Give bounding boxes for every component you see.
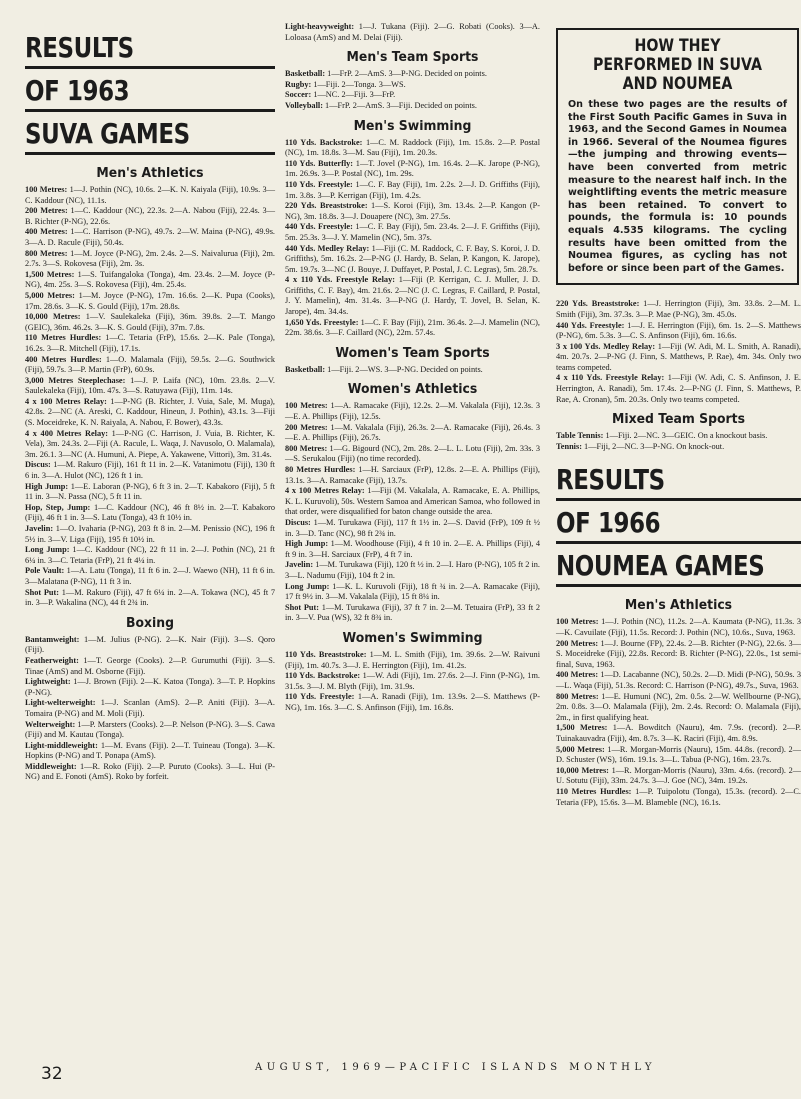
event-name: 100 Metres: [285,401,328,411]
result-entry [285,518,540,539]
result-entry [556,766,801,787]
result-entry [25,185,275,206]
event-name: 400 Metres: [556,670,599,680]
event-result: 1—Fiji (W. Adi, C. S. Anfinson, J. E. Herrington, A. Ranadi), 5m. 17.4s. 2—P-NG (J. Finn, S. Matthews, P. Rae, A. Cronan), 5m. 20.3s. Only two teams competed. [556,373,801,404]
event-name: 1,650 Yds. Freestyle: [285,317,359,327]
result-entry [556,373,801,405]
event-name: 200 Metres: [25,206,68,216]
event-result: 1—M. Rakuro (Fiji), 161 ft 11 in. 2—K. Vatanimotu (Fiji), 130 ft 6 in. 3—A. Hulot (NC), 126 ft 1 in. [25,460,275,481]
event-result: 1—FrP. 2—AmS. 3—Fiji. Decided on points. [322,100,477,110]
event-result: 1—Fiji, 2—NC. 3—P-NG. On knock-out. [581,441,725,451]
event-result: 1—S. Koroi (Fiji), 3m. 13.4s. 2—P. Kangon (P-NG), 3m. 18.8s. 3—J. Douapere (NC), 3m. 27.5s. [285,201,540,221]
event-name: 110 Yds. Butterfly: [285,158,354,168]
result-entry [25,720,275,741]
event-result: 1—O. Ivaharia (P-NG), 203 ft 8 in. 2—M. Penissio (NC), 196 ft 5½ in. 3—V. Liga (Fiji), 195 ft 10½ in. [25,524,275,544]
result-entry [25,355,275,376]
event-name: 110 Yds. Backstroke: [285,137,363,147]
event-result: 1—Fiji (P. Kerrigan, C. J. Muller, J. D. Griffiths, C. F. Bay), 4m. 21.6s. 2—NC (J. C. Legras, F. Caillard, P. Postal, J. Y. Mamelin), 4m. 31.4s. 3—P-NG (J. Hardy, T. Jovel, B. Selan, K. Jarope), 4m. 34.4s. [285,275,540,317]
result-entry [556,431,801,442]
event-name: 800 Metres: [285,443,328,453]
result-entry [285,90,540,101]
result-entry [285,365,540,376]
event-result: 1—Fiji. 2—WS. 3—P-NG. Decided on points. [325,364,483,374]
result-entry [556,670,801,691]
event-result: 1—W. Adi (Fiji), 1m. 27.6s. 2—J. Finn (P-NG), 1m. 31.5s. 3—J. M. Blyth (Fiji), 1m. 31.9s. [285,671,540,691]
event-name: 110 Metres Hurdles: [556,786,632,796]
event-result: 1—R. Roko (Fiji). 2—P. Puruto (Cooks). 3—L. Hui (P-NG) and E. Fonoti (AmS). Roko by forfeit. [25,761,275,782]
event-name: Basketball: [285,364,326,374]
section [285,345,540,376]
event-result: 1—T. Jovel (P-NG), 1m. 16.4s. 2—K. Jarope (P-NG), 1m. 26.9s. 3—P. Postal (NC), 1m. 29s. [285,158,540,179]
event-result: 1—J. Scanlan (AmS). 2—P. Aniti (Fiji). 3—A. Tomaira (P-NG) and M. Moli (Fiji). [25,698,275,718]
event-name: 4 x 110 Yds. Freestyle Relay: [556,373,665,383]
result-entry [25,227,275,248]
event-result: 1—R. Morgan-Morris (Nauru), 33m. 4.6s. (record). 2—U. Sotutu (Fiji), 33m. 24.7s. 3—J. Goe (NC), 34m. 19.2s. [556,765,801,786]
event-result: 1—M. Rakuro (Fiji), 47 ft 6¼ in. 2—A. Tokawa (NC), 45 ft 7 in. 3—P. Wakalina (NC), 44 ft 2¾ in. [25,587,275,608]
result-entry [285,275,540,317]
result-entry [285,159,540,180]
event-name: 4 x 110 Yds. Freestyle Relay: [285,275,395,285]
event-result: 1—Fiji. 2—NC. 3—GEIC. On a knockout basis. [603,431,768,441]
event-name: Javelin: [285,560,314,570]
event-result: 1—C. Harrison (P-NG), 49.7s. 2—W. Maina (P-NG), 49.9s. 3—A. D. Racule (Fiji), 50.4s. [25,227,275,247]
event-name: High Jump: [285,539,329,549]
column-middle [285,22,540,713]
event-name: Long Jump: [285,581,330,591]
result-entry [25,566,275,587]
section-title: Men's Athletics [96,165,204,181]
event-name: 110 Yds. Backstroke: [285,671,361,681]
event-result: 1—J. Bourne (FP), 22.4s. 2—B. Richter (P-NG), 22.6s. 3—S. Moceidreke (Fiji), 22.8s. Record: B. Richter (P-NG), 22.0s., 1st semi-final, Suva, 1963. [556,638,801,669]
event-name: 400 Metres: [25,227,68,237]
divider [556,498,801,501]
event-result: 1—M. Turukawa (Fiji), 37 ft 7 in. 2—M. Tetuaira (FrP), 33 ft 2 in. 3—V. Pua (WS), 32 ft 8¾ in. [285,602,540,623]
event-result: 1—M. Turukawa (Fiji), 120 ft ½ in. 2—I. Haro (P-NG), 105 ft 2 in. 3—L. Nadumu (Fiji), 104 ft 2 in. [285,560,540,580]
result-entry [285,423,540,444]
section [556,597,801,808]
result-entry [25,741,275,762]
noumea-banner [556,464,801,587]
event-result: 1—R. Morgan-Morris (Nauru), 15m. 44.8s. (record). 2—D. Schuster (WS), 16m. 19.1s. 3—L. Tabua (P-NG), 16m. 23.7s. [556,744,801,765]
divider [556,584,801,587]
section-title: Men's Team Sports [346,49,479,66]
result-entry [25,762,275,783]
event-name: 80 Metres Hurdles: [285,465,356,474]
event-result: 1—E. Laboran (P-NG), 6 ft 3 in. 2—T. Kabakoro (Fiji), 5 ft 11 in. 3—N. Passa (NC), 5 ft 11 in. [25,481,275,502]
event-result: 1—M. Woodhouse (Fiji), 4 ft 10 in. 2—E. A. Phillips (Fiji), 4 ft 9 in. 3—H. Sarciaux (FrP), 4 ft 7 in. [285,539,540,559]
result-entry [25,249,275,270]
event-name: 3 x 100 Yds. Medley Relay: [556,341,656,351]
result-entry [556,299,801,320]
result-entry [25,291,275,312]
result-entry [285,603,540,624]
divider [25,66,275,69]
event-name: Soccer: [285,90,312,100]
result-entry [556,787,801,808]
result-entry [556,639,801,671]
event-name: 220 Yds. Breaststroke: [556,299,640,309]
result-entry [556,723,801,744]
event-result: 1—M. L. Smith (Fiji), 1m. 39.6s. 2—W. Raivuni (Fiji), 1m. 40.7s. 3—J. E. Herrington (Fiji), 1m. 41.2s. [285,649,540,670]
event-result: 1—Fiji (W. Adi, M. L. Smith, A. Ranadi), 4m. 20.7s. 2—P-NG (J. Finn, S. Matthews, P. Rae), 4m. 34s. Only two teams competed. [556,341,801,372]
section [556,411,801,452]
result-entry [285,671,540,692]
result-entry [25,545,275,566]
event-name: Welterweight: [25,719,76,729]
result-entry [285,180,540,201]
page-footer [25,1060,795,1090]
event-name: 10,000 Metres: [556,765,609,775]
result-entry [25,397,275,429]
result-entry [285,69,540,80]
result-entry [25,376,275,397]
event-name: Rugby: [285,79,312,89]
event-result: 1—C. Kaddour (NC), 46 ft 8½ in. 2—T. Kabakoro (Fiji), 46 ft 1 in. 3—S. Latu (Tonga), 43 ft 10½ in. [25,502,276,523]
event-result: 1—C. M. Raddock (Fiji), 1m. 15.8s. 2—P. Postal (NC), 1m. 18.8s. 3—M. Sau (Fiji), 1m. 20.3s. [285,137,541,158]
banner-line: RESULTS [556,463,665,497]
event-name: 1,500 Metres: [556,723,608,733]
event-result: 1—J. Pothin (NC), 11.2s. 2—A. Kaumata (P-NG), 11.3s. 3—K. Cavuilate (Fiji), 11.5s. Record: J. Pothin (NC), 10.6s., Suva, 1963. [556,617,801,638]
result-entry [556,617,801,638]
event-result: 1—M. Turukawa (Fiji), 117 ft 1½ in. 2—S. David (FrP), 109 ft ½ in. 3—D. Tanc (NC), 98 ft 2¾ in. [285,517,540,538]
result-entry [285,318,540,339]
result-entry [285,444,540,465]
event-name: Shot Put: [285,602,320,612]
event-result: 1—M. Evans (Fiji). 2—T. Tuineau (Tonga). 3—K. Hopkins (P-NG) and T. Ponapa (AmS). [25,740,275,761]
event-result: 1—P. Tuipolotu (Tonga), 15.3s. (record). 2—C. Tetaria (FP), 15.6s. 3—M. Blameble (NC), 16.1s. [556,786,801,807]
section [285,22,540,43]
section [25,615,275,783]
result-entry [285,201,540,222]
banner-line: RESULTS [25,31,134,64]
result-entry [25,333,275,354]
section-title: Mixed Team Sports [612,411,745,428]
event-result: 1—D. Lacabanne (NC), 50.2s. 2—D. Midi (P-NG), 50.9s. 3—L. Waqa (Fiji), 51.3s. Record: C. Harrison (P-NG), 49.7s., Suva, 1963. [556,670,801,690]
event-name: 200 Metres: [285,422,328,432]
result-entry [25,656,275,677]
event-name: Discus: [285,517,311,527]
event-result: 1—C. F. Bay (Fiji), 5m. 23.4s. 2—J. F. Griffiths (Fiji), 5m. 25.3s. 3—J. Y. Mamelin (NC), 5m. 37s. [285,222,540,242]
result-entry [285,486,540,518]
event-result: 1—A. Bowditch (Nauru), 4m. 7.9s. (record). 2—P. Tuinakauvadra (Fiji), 4m. 8.7s. 3—K. Raciri (Fiji), 4m. 8.9s. [556,723,801,743]
result-entry [285,560,540,581]
intro-box-title: HOW THEY PERFORMED IN SUVA AND NOUMEA [592,36,763,93]
result-entry [25,312,275,333]
event-name: Javelin: [25,524,54,533]
section-title: Men's Athletics [624,597,733,614]
result-entry [285,692,540,713]
event-result: 1—A. Ramacake (Fiji), 12.2s. 2—M. Vakalala (Fiji), 12.3s. 3—E. A. Phillips (Fiji), 12.5s. [285,401,540,422]
result-entry [25,482,275,503]
event-result: 1—C. Tetaria (FrP), 15.6s. 2—K. Pale (Tonga), 16.2s. 3—R. Mitchell (Fiji), 17.1s. [25,333,276,353]
banner-line: NOUMEA GAMES [556,549,765,583]
event-result: 1—C. F. Bay (Fiji), 1m. 2.2s. 2—J. D. Griffiths (Fiji), 1m. 3.8s. 3—P. Kerrigan (Fiji), 1m. 4.2s. [285,179,540,200]
event-name: Light-middleweight: [25,740,98,750]
event-name: Pole Vault: [25,566,65,576]
divider [25,109,275,112]
event-name: Basketball: [285,69,326,79]
event-name: 400 Metres Hurdles: [25,354,102,364]
section-title: Men's Swimming [353,117,472,134]
section-title: Women's Team Sports [335,344,490,361]
event-name: 110 Metres Hurdles: [25,333,102,343]
result-entry [25,635,275,656]
result-entry [556,342,801,374]
event-result: 1—G. Bigourd (NC), 2m. 28s. 2—L. L. Lotu (Fiji), 2m. 33s. 3—S. Serukalou (Fiji) (no time recorded). [285,443,540,464]
result-entry [285,22,540,43]
page-number: 32 [41,1064,63,1084]
banner-line: OF 1963 [25,74,130,107]
result-entry [25,524,275,545]
section [285,381,540,623]
result-entry [556,442,801,453]
event-name: Featherweight: [25,655,79,665]
result-entry [25,503,275,524]
result-entry [25,270,275,291]
banner-line: OF 1966 [556,506,661,540]
event-name: High Jump: [25,481,69,491]
event-result: 1—J. Herrington (Fiji), 3m. 33.8s. 2—M. L. Smith (Fiji), 3m. 37.3s. 3—P. Mae (P-NG), 3m. 45.0s. [556,299,801,319]
event-name: 800 Metres: [25,248,68,258]
event-result: 1—J. E. Herrington (Fiji), 6m. 1s. 2—S. Matthews (P-NG), 6m. 5.3s. 3—C. S. Anfinson (Fiji), 6m. 16.6s. [556,320,801,341]
event-result: 1—C. F. Bay (Fiji), 21m. 36.4s. 2—J. Mamelin (NC), 22m. 38.6s. 3—F. Caillard (NC), 22m. 57.4s. [285,317,541,338]
event-name: 5,000 Metres: [556,744,605,754]
divider [556,541,801,544]
section-title: Boxing [125,614,175,631]
event-result: 1—P-NG (C. Harrison, J. Vuia, B. Richter, K. Vela), 3m. 24.3s. 2—Fiji (A. Racule, L. Waqa, J. Navusolo, O. Malamala), 3m. 26.1. 3—NC (A. Humuni, A. Piepe, A. Yakawene, Vittori), 3m. 31.4s. [25,428,275,459]
event-result: 1—J. P. Laifa (NC), 10m. 23.8s. 2—V. Saulekaleka (Fiji), 10m. 47s. 3—S. Ratuyawa (Fiji), 11m. 14s. [25,375,275,396]
result-entry [285,244,540,276]
result-entry [25,206,275,227]
event-name: 110 Yds. Freestyle: [285,179,353,189]
event-result: 1—C. Kaddour (NC), 22 ft 11 in. 2—J. Pothin (NC), 21 ft 6¼ in. 3—C. Tetaria (FrP), 21 ft 4¼ in. [25,545,275,565]
event-result: 1—J. Brown (Fiji). 2—K. Katoa (Tonga). 3—T. P. Hopkins (P-NG). [25,677,275,697]
section-title: Women's Swimming [342,629,483,646]
event-result: 1—M. Julius (P-NG). 2—K. Nair (Fiji). 3—S. Qoro (Fiji). [25,634,275,655]
event-name: 3,000 Metres Steeplechase: [25,375,126,385]
banner-line: SUVA GAMES [25,117,190,150]
event-name: 440 Yds. Freestyle: [285,222,353,232]
divider [25,152,275,155]
column-right [556,28,801,808]
event-result: 1—P. Marsters (Cooks). 2—P. Nelson (P-NG). 3—S. Cawa (Fiji) and M. Kautau (Tonga). [25,719,275,740]
result-entry [556,745,801,766]
event-result: 1—H. Sarciaux (FrP), 12.8s. 2—E. A. Phillips (Fiji), 13.1s. 3—A. Ramacake (Fiji), 13.7s. [285,465,541,485]
result-entry [285,101,540,112]
masthead: AUGUST, 1969—PACIFIC ISLANDS MONTHLY [255,1062,656,1073]
event-name: 800 Metres: [556,691,599,701]
event-result: 1—O. Malamala (Fiji), 59.5s. 2—G. Southwick (Fiji), 59.7s. 3—P. Martin (FrP), 60.9s. [25,354,275,375]
event-name: Long Jump: [25,545,70,555]
event-name: Light-welterweight: [25,698,96,708]
section [285,49,540,111]
event-name: 10,000 Metres: [25,312,81,322]
event-name: 100 Metres: [556,617,599,627]
event-result: 1—Fiji (M. Vakalala, A. Ramacake, E. A. Phillips, K. L. Kuruvoli), 50s. Western Samoa and American Samoa, who followed in that order, were disqualified for baton change outside the area. [285,486,540,517]
event-name: 220 Yds. Breaststroke: [285,201,368,211]
event-name: Table Tennis: [556,431,604,441]
result-entry [25,588,275,609]
result-entry [285,650,540,671]
event-result: 1—M. Vakalala (Fiji), 26.3s. 2—A. Ramacake (Fiji), 26.4s. 3—E. A. Phillips (Fiji), 26.7s. [285,422,540,443]
result-entry [285,539,540,560]
event-result: 1—J. Pothin (NC), 10.6s. 2—K. N. Kaiyala (Fiji), 10.9s. 3—C. Kaddour (NC), 11.1s. [25,185,275,205]
event-name: Lightweight: [25,677,71,687]
event-result: 1—A. Ranadi (Fiji), 1m. 13.9s. 2—S. Matthews (P-NG), 1m. 16s. 3—C. S. Anfinson (Fiji), 1m. 16.8s. [285,692,541,712]
event-name: 440 Yds. Medley Relay: [285,243,370,253]
section [25,165,275,609]
event-name: 200 Metres: [556,638,599,648]
event-name: 4 x 100 Metres Relay: [285,486,365,496]
event-name: 4 x 100 Metres Relay: [25,396,107,406]
section [285,118,540,339]
event-name: Volleyball: [285,100,323,110]
event-result: 1—J. Tukana (Fiji). 2—G. Robati (Cooks). 3—A. Loloasa (AmS) and M. Delai (Fiji). [285,22,540,42]
event-result: 1—A. Latu (Tonga), 11 ft 6 in. 2—J. Waewo (NH), 11 ft 6 in. 3—Malatana (P-NG), 11 ft 3 in. [25,566,276,586]
intro-box [556,28,799,285]
event-result: 1—Fiji. 2—Tonga. 3—WS. [311,79,406,89]
event-result: 1—M. Joyce (P-NG), 2m. 2.4s. 2—S. Naivalurua (Fiji), 2m. 2.7s. 3—S. Rokovesa (Fiji), 2m. 3s. [25,248,275,269]
result-entry [556,321,801,342]
event-result: 1—E. Humuni (NC), 2m. 0.5s. 2—W. Wellbourne (P-NG), 2m. 0.8s. 3—O. Malamala (Fiji), 2m. 2.4s. Record: O. Malamala (Fiji), 2m., in first qualifying heat. [556,691,801,722]
result-entry [285,138,540,159]
event-name: Bantamweight: [25,634,80,644]
event-name: 110 Yds. Freestyle: [285,692,355,702]
result-entry [285,582,540,603]
event-name: Middleweight: [25,761,77,771]
event-name: Light-heavyweight: [285,22,355,31]
event-result: 1—Fiji (C. M. Raddock, C. F. Bay, S. Koroi, J. D. Griffiths), 5m. 16.2s. 2—P-NG (J. Hardy, B. Selan, P. Kangon, K. Jarope), 5m. 19.7s. 3—NC (J. Bouye, J. Duffayet, P. Postal, J. C. Legras), 5m. 28.7s. [285,243,540,274]
event-name: Tennis: [556,441,582,451]
column-left [25,32,275,783]
event-name: Discus: [25,460,51,470]
event-name: Shot Put: [25,587,60,597]
event-name: 1,500 Metres: [25,269,75,279]
suva-banner [25,32,275,155]
result-entry [25,698,275,719]
event-result: 1—M. Joyce (P-NG), 17m. 16.6s. 2—K. Pupa (Cooks), 17m. 28.6s. 3—K. S. Gould (Fiji), 17m. 28.8s. [25,290,276,311]
result-entry [25,677,275,698]
event-result: 1—T. George (Cooks). 2—P. Gurumuthi (Fiji). 3—S. Tinae (AmS) and M. Osborne (Fiji). [25,655,275,676]
event-result: 1—FrP. 2—AmS. 3—P-NG. Decided on points. [325,69,487,79]
result-entry [25,429,275,461]
event-result: 1—C. Kaddour (NC), 22.3s. 2—A. Nabou (Fiji), 22.4s. 3—B. Richter (P-NG), 22.6s. [25,206,275,226]
event-name: Hop, Step, Jump: [25,502,91,512]
event-name: 440 Yds. Freestyle: [556,320,625,330]
event-name: 5,000 Metres: [25,290,75,300]
event-result: 1—P-NG (B. Richter, J. Vuia, Sale, M. Muga), 42.8s. 2—NC (A. Areski, C. Kaddour, Hineun, J. Pothin), 43.1s. 3—Fiji (S. Moceidreke, K. N. Raiyala, A. Nabou, F. Bower), 43.3s. [25,396,275,428]
intro-box-text: On these two pages are the results of the First South Pacific Games in Suva in 1963, and the Second Games in Noumea in 1966. Several of the Noumea figures—the jumping and throwing events—have been converted from metric measure to the nearest half inch. In the weightlifting events the metric measure has been retained. To convert to pounds, the formula is: 10 pounds equals 4.535 kilograms. The cycling results have been omitted from the Noumea figures, as cycling has not before or since been part of the Games. [568,99,787,274]
result-entry [285,465,540,486]
event-name: 4 x 400 Metres Relay: [25,428,109,438]
section [556,299,801,405]
result-entry [285,80,540,91]
result-entry [285,401,540,422]
result-entry [25,460,275,481]
event-result: 1—V. Saulekaleka (Fiji), 36m. 39.8s. 2—T. Mango (GEIC), 36m. 46.2s. 3—K. S. Gould (Fiji), 37m. 7.8s. [25,312,275,332]
event-name: 100 Metres: [25,185,68,194]
section-title: Women's Athletics [347,381,478,398]
event-result: 1—K. L. Kuruvoli (Fiji), 18 ft ¾ in. 2—A. Ramacake (Fiji), 17 ft 9½ in. 3—M. Vakalala (Fiji), 15 ft 8¼ in. [285,581,540,602]
section [285,630,540,714]
result-entry [285,222,540,243]
event-result: 1—NC. 2—Fiji. 3—FrP. [311,90,396,100]
result-entry [556,692,801,724]
event-result: 1—S. Tuifangaloka (Tonga), 4m. 23.4s. 2—M. Joyce (P-NG), 4m. 25s. 3—S. Rokovesa (Fiji), 4m. 25.4s. [25,269,275,290]
event-name: 110 Yds. Breaststroke: [285,649,367,659]
